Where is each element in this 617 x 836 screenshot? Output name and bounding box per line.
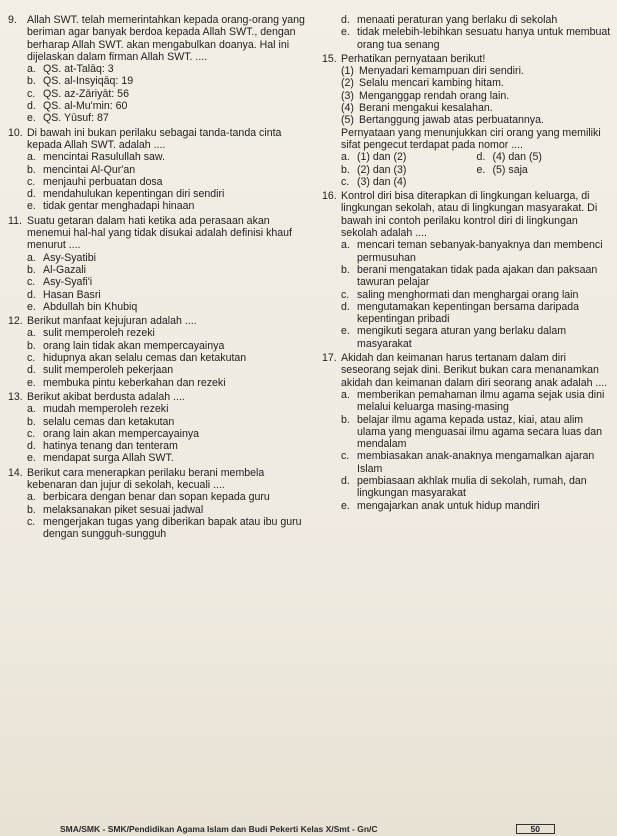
option[interactable]: a. mudah memperoleh rezeki xyxy=(27,403,169,416)
question-stem: Berikut cara menerapkan perilaku berani membela kebenaran dan jujur di sekolah, kecuali .... xyxy=(27,466,265,491)
option[interactable]: c. QS. az-Zāriyāt: 56 xyxy=(27,87,129,100)
option[interactable]: a. memberikan pemahaman ilmu agama sejak usia dini melalui keluarga masing-masing xyxy=(341,388,605,414)
option[interactable]: e. mendapat surga Allah SWT. xyxy=(27,452,174,465)
option[interactable]: e. (5) saja xyxy=(476,163,528,176)
question-stem: Suatu getaran dalam hati ketika ada perasaan akan menemui hal-hal yang tidak disukai adalah definisi khauf menurut .... xyxy=(27,214,293,252)
option[interactable]: d. Hasan Basri xyxy=(27,288,101,301)
option[interactable]: c. Asy-Syafi'i xyxy=(27,276,93,289)
question-12 xyxy=(8,315,313,389)
option[interactable]: b. Al-Gazali xyxy=(27,263,86,276)
option[interactable]: b. mencintai Al-Qur'an xyxy=(27,163,136,176)
question-9 xyxy=(8,14,313,125)
option[interactable]: a. QS. at-Talāq: 3 xyxy=(27,63,114,76)
option[interactable]: d. QS. al-Mu'min: 60 xyxy=(27,100,128,113)
option[interactable]: d. menaati peraturan yang berlaku di sekolah xyxy=(341,14,558,26)
question-number: 17. xyxy=(322,352,337,365)
question-stem: Allah SWT. telah memerintahkan kepada orang-orang yang beriman agar banyak berdoa kepada Allah SWT., dengan berharap Allah SWT. akan mengabulkan doanya. Hal ini dijelaskan dalam firman Allah SWT. .... xyxy=(27,14,305,63)
option[interactable]: c. hidupnya akan selalu cemas dan ketakutan xyxy=(27,352,247,365)
right-column xyxy=(322,14,612,514)
option[interactable]: b. (2) dan (3) xyxy=(341,163,407,176)
question-number: 12. xyxy=(8,315,23,328)
question-number: 13. xyxy=(8,390,23,403)
statement-item: (4) Berani mengakui kesalahan. xyxy=(341,102,493,115)
option[interactable]: e. tidak melebih-lebihkan sesuatu hanya untuk membuat orang tua senang xyxy=(341,26,611,51)
option[interactable]: b. selalu cemas dan ketakutan xyxy=(27,415,175,428)
option[interactable]: e. mengikuti segara aturan yang berlaku dalam masyarakat xyxy=(341,325,567,350)
option[interactable]: a. sulit memperoleh rezeki xyxy=(27,327,155,340)
option[interactable]: c. mengerjakan tugas yang diberikan bapak atau ibu guru dengan sungguh-sungguh xyxy=(27,515,302,541)
option[interactable]: e. membuka pintu keberkahan dan rezeki xyxy=(27,376,226,389)
option[interactable]: c. menjauhi perbuatan dosa xyxy=(27,175,163,188)
option[interactable]: d. sulit memperoleh pekerjaan xyxy=(27,364,174,377)
question-number: 15. xyxy=(322,52,337,65)
statement-item: (1) Menyadari kemampuan diri sendiri. xyxy=(341,65,524,78)
question-number: 9. xyxy=(8,14,17,26)
option[interactable]: d. hatinya tenang dan tenteram xyxy=(27,440,178,453)
option[interactable]: c. (3) dan (4) xyxy=(341,175,407,188)
option[interactable]: c. membiasakan anak-anaknya mengamalkan ajaran Islam xyxy=(341,450,595,475)
statement-item: (5) Bertanggung jawab atas perbuatannya. xyxy=(341,114,544,127)
question-stem: Berikut akibat berdusta adalah .... xyxy=(27,390,185,403)
option[interactable]: a. mencintai Rasulullah saw. xyxy=(27,151,165,164)
option[interactable]: a. berbicara dengan benar dan sopan kepada guru xyxy=(27,491,270,504)
question-stem: Perhatikan pernyataan berikut! xyxy=(341,52,486,65)
option[interactable]: b. melaksanakan piket sesuai jadwal xyxy=(27,503,204,516)
statement-item: (2) Selalu mencari kambing hitam. xyxy=(341,77,504,90)
question-stem: Kontrol diri bisa diterapkan di lingkungan keluarga, di lingkungan sekolah, atau di lingkungan masyarakat. Di bawah ini contoh perilaku kontrol diri di lingkungan sekolah adalah .... xyxy=(341,190,598,240)
page-number: 50 xyxy=(516,824,555,834)
option[interactable]: b. orang lain tidak akan mempercayainya xyxy=(27,339,225,352)
question-stem: Akidah dan keimanan harus tertanam dalam diri seseorang sejak dini. Berikut bukan cara menanamkan akidah dan keimanan dalam diri seorang anak adalah .... xyxy=(341,352,608,389)
option[interactable]: a. (1) dan (2) xyxy=(341,151,407,164)
option[interactable]: b. belajar ilmu agama kepada ustaz, kiai, atau alim ulama yang menguasai ilmu agama secara luas dan mendalam xyxy=(341,413,602,451)
statement-item: (3) Menganggap rendah orang lain. xyxy=(341,89,510,102)
option[interactable]: b. QS. al-Insyiqāq: 19 xyxy=(27,75,134,88)
question-15 xyxy=(322,53,612,188)
option[interactable]: e. tidak gentar menghadapi hinaan xyxy=(27,200,195,213)
question-number: 10. xyxy=(8,126,23,139)
question-stem: Di bawah ini bukan perilaku sebagai tanda-tanda cinta kepada Allah SWT. adalah .... xyxy=(27,126,282,151)
question-number: 11. xyxy=(8,214,22,227)
option[interactable]: d. (4) dan (5) xyxy=(476,151,542,164)
question-13 xyxy=(8,391,313,465)
question-11 xyxy=(8,215,313,313)
option[interactable]: d. pembiasaan akhlak mulia di sekolah, rumah, dan lingkungan masyarakat xyxy=(341,474,587,500)
question-14 xyxy=(8,467,313,541)
left-column xyxy=(8,14,313,542)
option[interactable]: d. mendahulukan kepentingan diri sendiri xyxy=(27,188,225,201)
question-prompt: Pernyataan yang menunjukkan ciri orang yang memiliki sifat pengecut terdapat pada nomor .... xyxy=(341,126,601,151)
option[interactable]: b. berani mengatakan tidak pada ajakan dan paksaan tawuran pelajar xyxy=(341,263,598,289)
page-footer: SMA/SMK - SMK/Pendidikan Agama Islam dan Budi Pekerti Kelas X/Smt - Gn/C xyxy=(60,824,378,834)
question-14-continued xyxy=(322,14,612,51)
option[interactable]: e. QS. Yūsuf: 87 xyxy=(27,112,109,125)
option[interactable]: c. orang lain akan mempercayainya xyxy=(27,427,200,440)
option[interactable]: e. mengajarkan anak untuk hidup mandiri xyxy=(341,499,540,512)
question-16 xyxy=(322,190,612,350)
question-17 xyxy=(322,352,612,512)
question-number: 16. xyxy=(322,190,337,203)
option[interactable]: a. Asy-Syatibi xyxy=(27,251,96,264)
question-stem: Berikut manfaat kejujuran adalah .... xyxy=(27,315,197,328)
question-number: 14. xyxy=(8,466,23,479)
option[interactable]: c. saling menghormati dan menghargai orang lain xyxy=(341,288,579,301)
option[interactable]: a. mencari teman sebanyak-banyaknya dan membenci permusuhan xyxy=(341,239,603,264)
option[interactable]: d. mengutamakan kepentingan bersama daripada kepentingan pribadi xyxy=(341,300,580,326)
question-10 xyxy=(8,127,313,213)
option[interactable]: e. Abdullah bin Khubiq xyxy=(27,300,138,313)
